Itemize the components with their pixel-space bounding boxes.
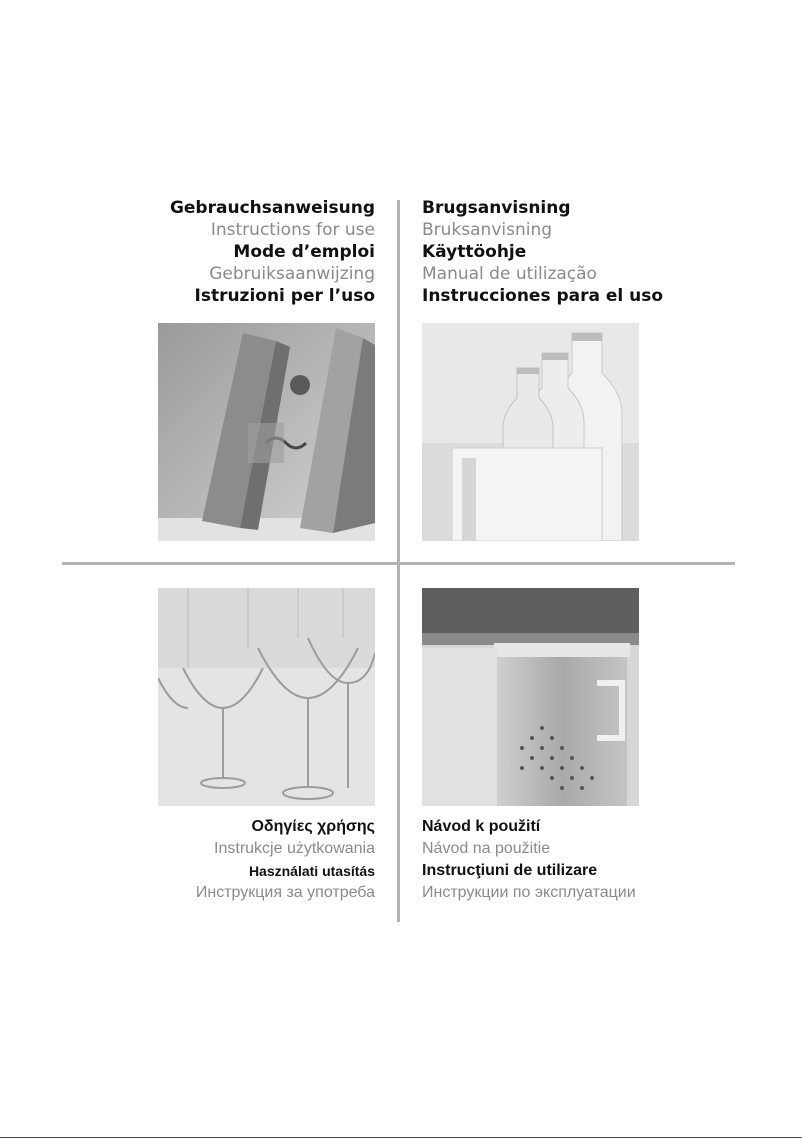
title-dutch: Gebruiksaanwijzing bbox=[209, 264, 375, 284]
title-greek: Οδηγίες χρήσης bbox=[251, 818, 375, 835]
title-hungarian: Használati utasítás bbox=[248, 863, 375, 879]
title-czech: Návod k použití bbox=[422, 818, 541, 835]
title-danish: Brugsanvisning bbox=[422, 198, 571, 218]
title-slovak: Návod na použitie bbox=[422, 840, 551, 857]
title-bulgarian: Инструкция за употреба bbox=[195, 884, 375, 901]
title-romanian: Instrucţiuni de utilizare bbox=[422, 862, 598, 879]
horizontal-divider bbox=[62, 562, 735, 565]
title-block-bottom-right bbox=[422, 816, 742, 904]
title-block-top-left bbox=[55, 197, 375, 307]
title-portuguese: Manual de utilização bbox=[422, 264, 597, 284]
title-block-bottom-left bbox=[55, 816, 375, 904]
title-block-top-right bbox=[422, 197, 742, 307]
title-french: Mode d’emploi bbox=[233, 242, 375, 262]
title-russian: Инструкции по эксплуатации bbox=[422, 884, 636, 901]
cutlery-basket-photo bbox=[422, 588, 639, 806]
milk-bottles-photo bbox=[422, 323, 639, 541]
clothespins-photo bbox=[158, 323, 375, 541]
title-spanish: Instrucciones para el uso bbox=[422, 286, 664, 306]
title-finnish: Käyttöohje bbox=[422, 242, 527, 262]
wine-glasses-photo bbox=[158, 588, 375, 806]
title-english: Instructions for use bbox=[210, 220, 375, 240]
title-norwegian: Bruksanvisning bbox=[422, 220, 553, 240]
vertical-divider bbox=[397, 200, 400, 922]
page-bottom-rule bbox=[0, 1137, 802, 1138]
title-german: Gebrauchsanweisung bbox=[169, 198, 375, 218]
title-polish: Instrukcje użytkowania bbox=[214, 840, 375, 857]
title-italian: Istruzioni per l’uso bbox=[194, 286, 375, 306]
